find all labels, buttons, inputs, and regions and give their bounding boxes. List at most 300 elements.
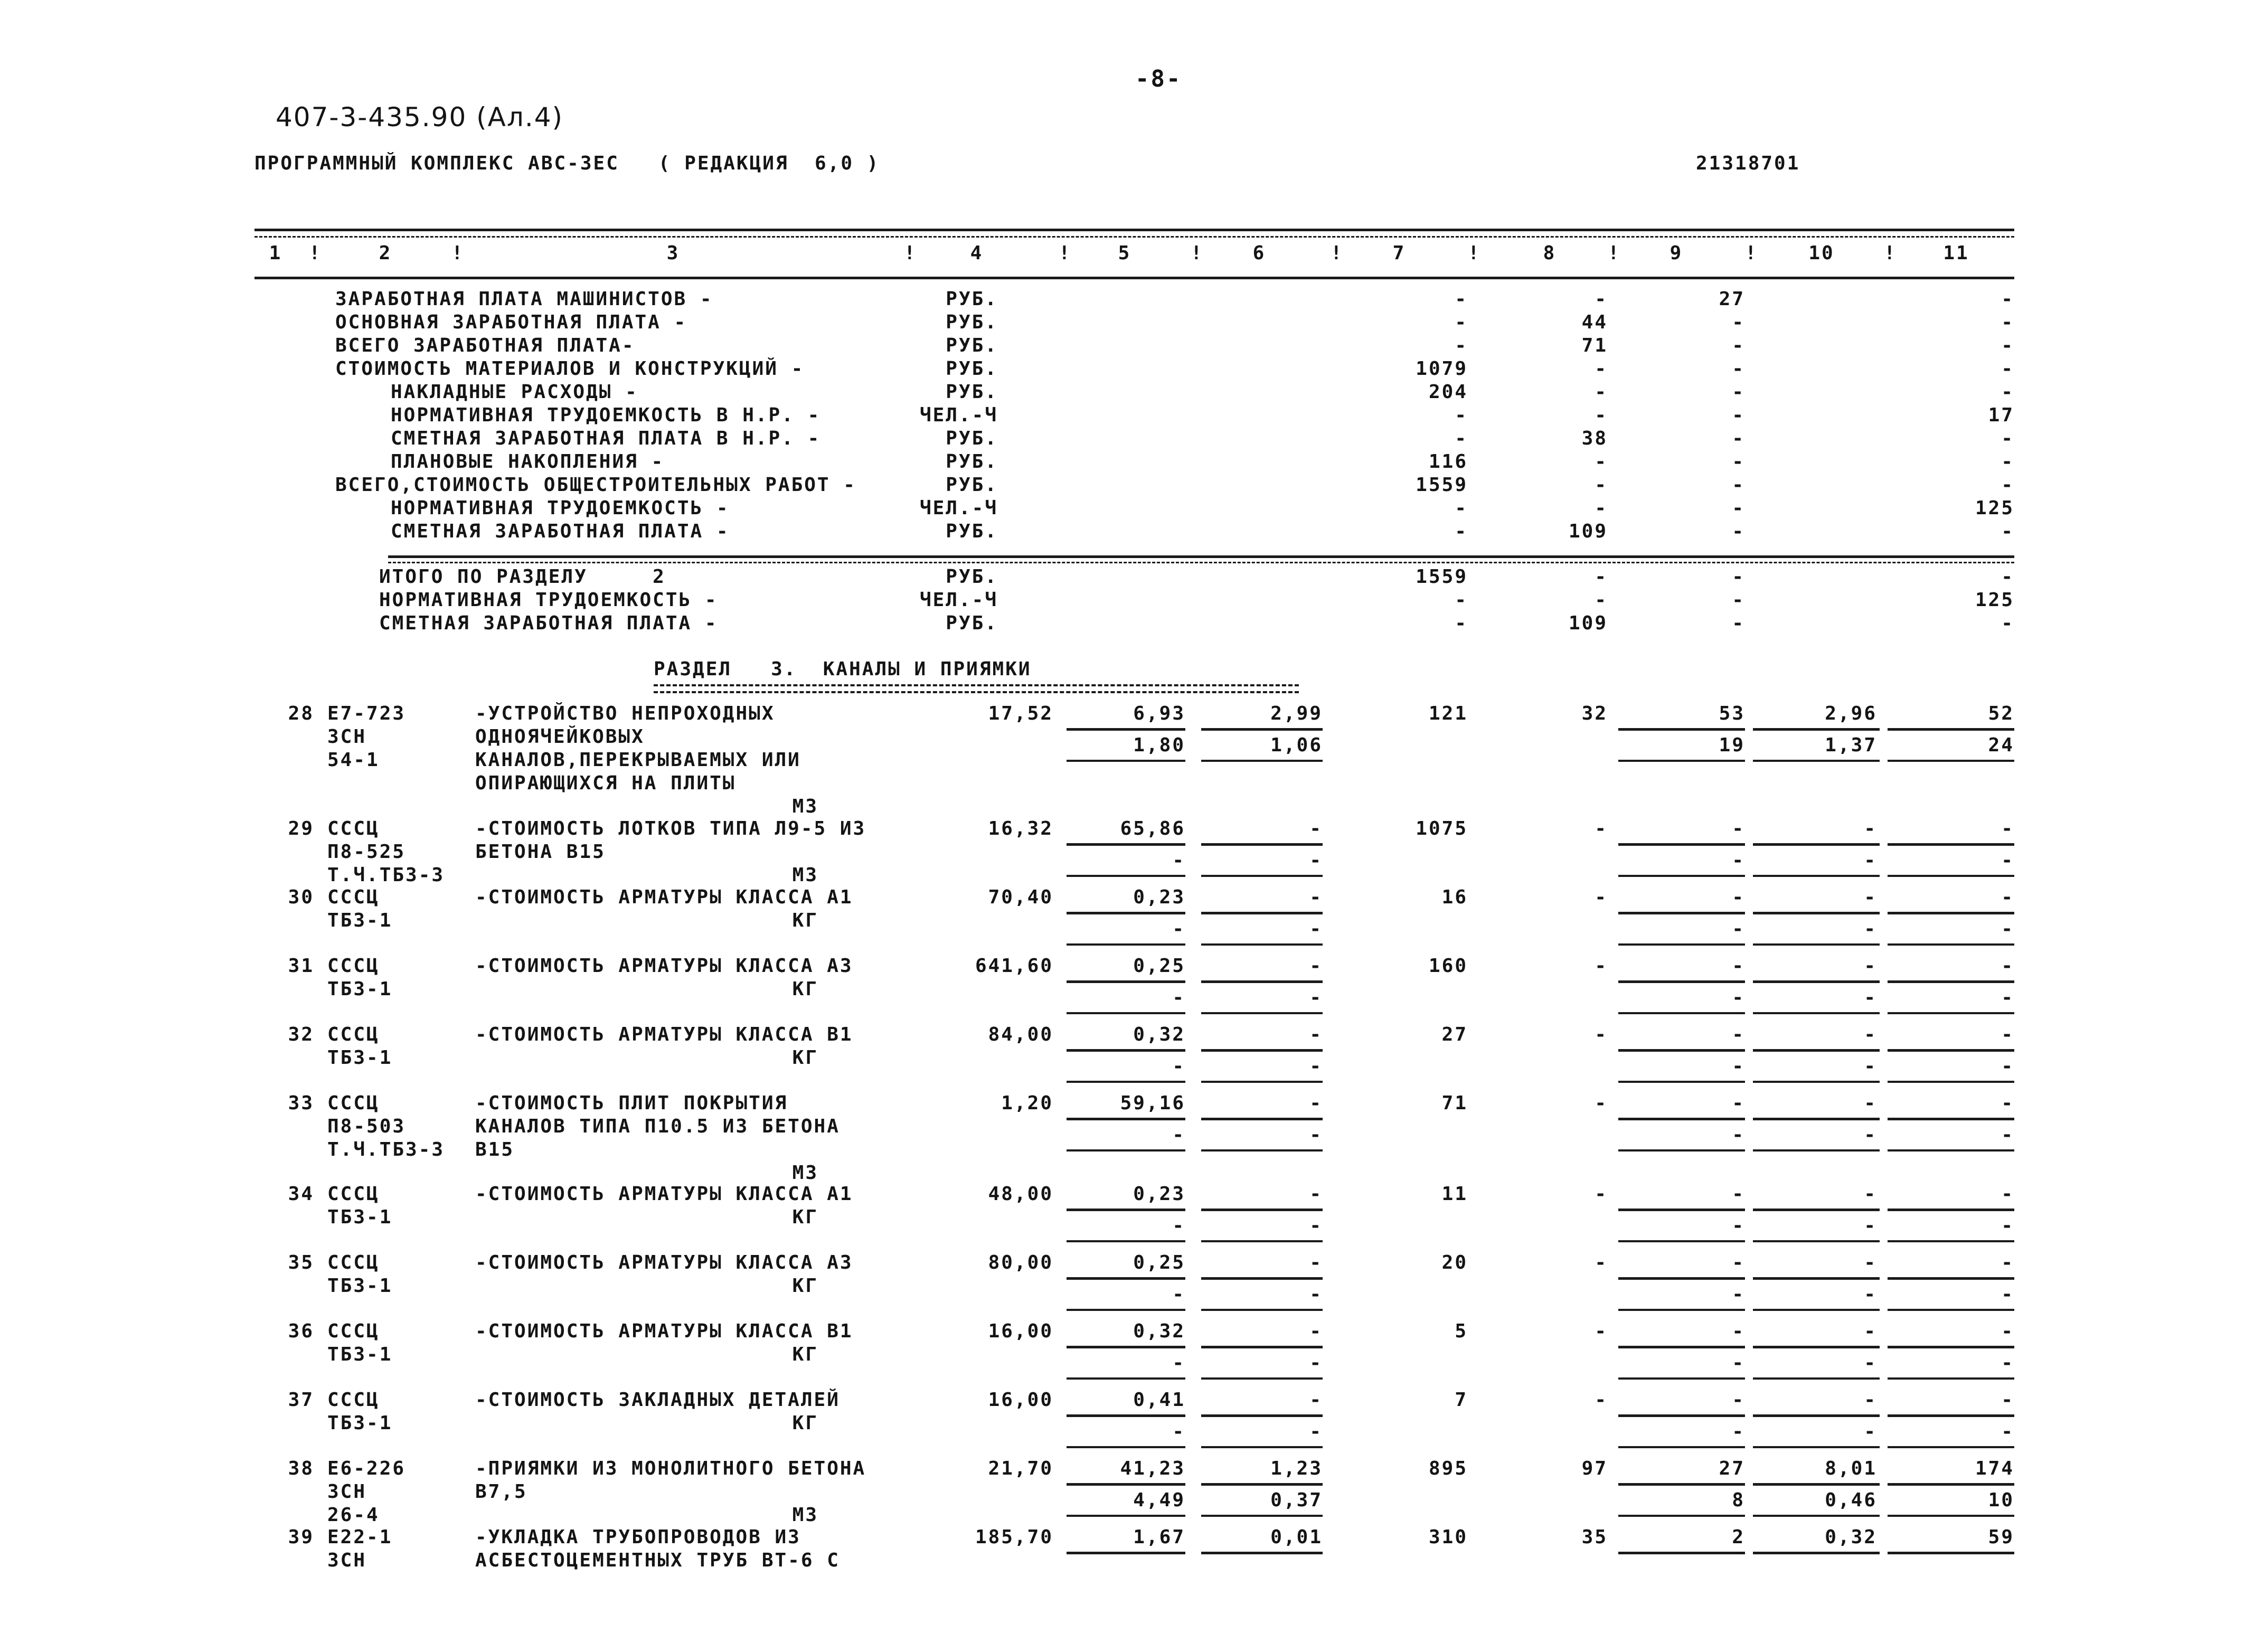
- fraction-rule-col5: [1067, 728, 1185, 731]
- item-code: СССЦ: [327, 1024, 380, 1045]
- fraction-rule-col6: [1201, 1552, 1323, 1554]
- item-description: КАНАЛОВ ТИПА П10.5 ИЗ БЕТОНА: [475, 1116, 840, 1137]
- item-description: В15: [475, 1139, 515, 1160]
- fraction-rule-col6: [1201, 1049, 1323, 1052]
- fraction-rule-col10-lower: [1753, 1081, 1880, 1083]
- summary-col11: 125: [1975, 497, 2014, 519]
- item-total-salary: -: [1595, 1252, 1608, 1273]
- fraction-rule-col11-lower: [1888, 1012, 2014, 1014]
- summary-col8: -: [1595, 497, 1608, 519]
- fraction-rule-col11: [1888, 1049, 2014, 1052]
- fraction-rule-col9: [1618, 980, 1745, 983]
- item-code: СССЦ: [327, 886, 380, 908]
- fraction-rule-col11: [1888, 1552, 2014, 1554]
- section-title-underline: [654, 684, 1299, 693]
- summary-unit: ЧЕЛ.-Ч: [919, 404, 998, 426]
- item-unit-cost-lower: -: [1172, 1283, 1185, 1305]
- column-header-11: 11: [1943, 242, 1969, 264]
- fraction-rule-col5: [1067, 980, 1185, 983]
- item-total-salary: -: [1595, 886, 1608, 908]
- fraction-rule-col10: [1753, 1552, 1880, 1554]
- fraction-rule-col5-lower: [1067, 1377, 1185, 1380]
- item-col10: -: [1864, 1320, 1877, 1342]
- item-number: 32: [288, 1024, 314, 1045]
- summary-label-base_salary: ОСНОВНАЯ ЗАРАБОТНАЯ ПЛАТА -: [335, 311, 687, 333]
- fraction-rule-col11: [1888, 728, 2014, 731]
- fraction-rule-col10-lower: [1753, 875, 1880, 877]
- summary-label-materials_cost: СТОИМОСТЬ МАТЕРИАЛОВ И КОНСТРУКЦИЙ -: [335, 358, 805, 380]
- fraction-rule-col10-lower: [1753, 1515, 1880, 1517]
- fraction-rule-col11: [1888, 1277, 2014, 1280]
- item-quantity: 16,00: [988, 1389, 1053, 1411]
- item-total-cost: 20: [1441, 1252, 1468, 1273]
- item-code: СССЦ: [327, 955, 380, 977]
- fraction-rule-col5-lower: [1067, 1149, 1185, 1151]
- item-number: 30: [288, 886, 314, 908]
- fraction-rule-col10: [1753, 912, 1880, 914]
- fraction-rule-col10-lower: [1753, 1377, 1880, 1380]
- summary-unit: РУБ.: [946, 381, 998, 403]
- fraction-rule-col5-lower: [1067, 1240, 1185, 1242]
- item-unit-cost-lower: -: [1172, 849, 1185, 871]
- item-code: 26-4: [327, 1504, 380, 1526]
- item-col11-lower: -: [2001, 918, 2014, 940]
- fraction-rule-col9-lower: [1618, 875, 1745, 877]
- item-col10-lower: -: [1864, 987, 1877, 1008]
- fraction-rule-col11: [1888, 1414, 2014, 1417]
- item-unit-salary: -: [1309, 1252, 1323, 1273]
- column-header-2: 2: [379, 242, 392, 264]
- fraction-rule-col6: [1201, 1414, 1323, 1417]
- fraction-rule-col9-lower: [1618, 943, 1745, 946]
- fraction-rule-col11-lower: [1888, 1309, 2014, 1311]
- item-col9-lower: -: [1732, 1215, 1745, 1236]
- section-total-label-norm_labor: НОРМАТИВНАЯ ТРУДОЕМКОСТЬ -: [379, 589, 718, 611]
- item-col10-lower: -: [1864, 1124, 1877, 1146]
- item-unit-cost-lower: 4,49: [1133, 1489, 1185, 1511]
- fraction-rule-col10: [1753, 980, 1880, 983]
- item-col11: -: [2001, 886, 2014, 908]
- item-unit-cost: 0,23: [1133, 1183, 1185, 1205]
- item-description: -УСТРОЙСТВО НЕПРОХОДНЫХ: [475, 703, 775, 724]
- column-separator: !: [1059, 242, 1072, 264]
- item-quantity: 70,40: [988, 886, 1053, 908]
- item-code: СССЦ: [327, 818, 380, 839]
- fraction-rule-col6: [1201, 1346, 1323, 1348]
- item-col11-lower: -: [2001, 1055, 2014, 1077]
- item-col10: 0,32: [1825, 1526, 1877, 1548]
- summary-col7: 1559: [1416, 474, 1468, 496]
- item-unit-salary: 2,99: [1270, 703, 1323, 724]
- summary-col8: 44: [1581, 311, 1608, 333]
- item-code: ТБЗ-1: [327, 1047, 393, 1069]
- fraction-rule-col11-lower: [1888, 1081, 2014, 1083]
- item-total-salary: -: [1595, 1092, 1608, 1114]
- fraction-rule-col5: [1067, 1483, 1185, 1486]
- fraction-rule-col11-lower: [1888, 1149, 2014, 1151]
- item-unit-salary: -: [1309, 1320, 1323, 1342]
- item-col10-lower: 1,37: [1825, 734, 1877, 756]
- item-col11: -: [2001, 1024, 2014, 1045]
- item-col10: -: [1864, 886, 1877, 908]
- item-total-cost: 16: [1441, 886, 1468, 908]
- fraction-rule-col10: [1753, 1118, 1880, 1120]
- fraction-rule-col5-lower: [1067, 1309, 1185, 1311]
- item-col9: -: [1732, 886, 1745, 908]
- summary-col7: -: [1455, 288, 1468, 310]
- item-unit-salary-lower: -: [1309, 987, 1323, 1008]
- fraction-rule-col9-lower: [1618, 1081, 1745, 1083]
- summary-divider: [388, 555, 2014, 558]
- item-code: ЗСН: [327, 726, 367, 748]
- item-quantity: 1,20: [1001, 1092, 1053, 1114]
- fraction-rule-col5-lower: [1067, 1081, 1185, 1083]
- column-separator: !: [1331, 242, 1344, 264]
- fraction-rule-col9: [1618, 912, 1745, 914]
- item-col11: -: [2001, 1252, 2014, 1273]
- item-col9-lower: -: [1732, 918, 1745, 940]
- item-description: -СТОИМОСТЬ АРМАТУРЫ КЛАССА В1: [475, 1024, 853, 1045]
- item-code: ТБЗ-1: [327, 1412, 393, 1434]
- item-col11: -: [2001, 1389, 2014, 1411]
- item-total-salary: 32: [1581, 703, 1608, 724]
- item-unit-salary-lower: 0,37: [1270, 1489, 1323, 1511]
- item-col9-lower: -: [1732, 987, 1745, 1008]
- item-unit-salary: -: [1309, 955, 1323, 977]
- fraction-rule-col11: [1888, 843, 2014, 846]
- fraction-rule-col5: [1067, 843, 1185, 846]
- fraction-rule-col9: [1618, 1277, 1745, 1280]
- item-col10-lower: -: [1864, 1352, 1877, 1374]
- item-total-salary: 97: [1581, 1458, 1608, 1479]
- item-col10-lower: -: [1864, 918, 1877, 940]
- item-unit-cost-lower: -: [1172, 918, 1185, 940]
- fraction-rule-col10-lower: [1753, 1240, 1880, 1242]
- item-col9-lower: 8: [1732, 1489, 1745, 1511]
- item-total-cost: 11: [1441, 1183, 1468, 1205]
- summary-col11: -: [2001, 451, 2014, 473]
- item-unit-salary: -: [1309, 818, 1323, 839]
- item-unit-salary: -: [1309, 1024, 1323, 1045]
- item-col11: 174: [1975, 1458, 2014, 1479]
- item-unit: М3: [792, 796, 818, 817]
- item-col11-lower: -: [2001, 1215, 2014, 1236]
- fraction-rule-col6-lower: [1201, 1377, 1323, 1380]
- item-unit-cost-lower: -: [1172, 1352, 1185, 1374]
- item-unit-cost-lower: -: [1172, 1124, 1185, 1146]
- item-code: СССЦ: [327, 1092, 380, 1114]
- summary-label-est_salary: СМЕТНАЯ ЗАРАБОТНАЯ ПЛАТА -: [391, 521, 730, 542]
- item-quantity: 21,70: [988, 1458, 1053, 1479]
- summary-unit: РУБ.: [946, 288, 998, 310]
- summary-unit: РУБ.: [946, 358, 998, 380]
- summary-unit: РУБ.: [946, 428, 998, 449]
- item-number: 39: [288, 1526, 314, 1548]
- fraction-rule-col11-lower: [1888, 875, 2014, 877]
- table-top-rule: [254, 229, 2014, 231]
- item-description: ОПИРАЮЩИХСЯ НА ПЛИТЫ: [475, 772, 736, 794]
- summary-unit: РУБ.: [946, 335, 998, 356]
- item-unit-salary-lower: -: [1309, 849, 1323, 871]
- column-header-8: 8: [1543, 242, 1557, 264]
- summary-col8: -: [1595, 381, 1608, 403]
- item-number: 34: [288, 1183, 314, 1205]
- item-total-cost: 71: [1441, 1092, 1468, 1114]
- fraction-rule-col6-lower: [1201, 760, 1323, 762]
- item-number: 36: [288, 1320, 314, 1342]
- item-code: ТБЗ-1: [327, 1344, 393, 1365]
- fraction-rule-col6-lower: [1201, 875, 1323, 877]
- item-unit-salary-lower: -: [1309, 1352, 1323, 1374]
- item-col11: 52: [1988, 703, 2014, 724]
- summary-col9: -: [1732, 474, 1745, 496]
- item-col11-lower: -: [2001, 987, 2014, 1008]
- summary-col9: -: [1732, 404, 1745, 426]
- item-description: -СТОИМОСТЬ АРМАТУРЫ КЛАССА А3: [475, 955, 853, 977]
- column-separator: !: [1608, 242, 1621, 264]
- item-code: СССЦ: [327, 1389, 380, 1411]
- fraction-rule-col5-lower: [1067, 875, 1185, 877]
- column-separator: !: [1884, 242, 1897, 264]
- item-quantity: 84,00: [988, 1024, 1053, 1045]
- fraction-rule-col5-lower: [1067, 943, 1185, 946]
- fraction-rule-col9: [1618, 1552, 1745, 1554]
- item-total-cost: 7: [1455, 1389, 1468, 1411]
- item-description: -СТОИМОСТЬ ЛОТКОВ ТИПА Л9-5 ИЗ: [475, 818, 866, 839]
- item-unit-salary: 0,01: [1270, 1526, 1323, 1548]
- item-total-cost: 5: [1455, 1320, 1468, 1342]
- item-unit-cost: 6,93: [1133, 703, 1185, 724]
- item-unit-cost-lower: -: [1172, 1421, 1185, 1442]
- item-unit-cost-lower: -: [1172, 1215, 1185, 1236]
- section-total-col9: -: [1732, 612, 1745, 634]
- section-total-label-total: ИТОГО ПО РАЗДЕЛУ 2: [379, 566, 666, 588]
- item-col9: -: [1732, 818, 1745, 839]
- section-total-unit: ЧЕЛ.-Ч: [919, 589, 998, 611]
- column-header-10: 10: [1808, 242, 1835, 264]
- summary-col7: -: [1455, 521, 1468, 542]
- fraction-rule-col11: [1888, 980, 2014, 983]
- fraction-rule-col6: [1201, 1209, 1323, 1211]
- fraction-rule-col6: [1201, 843, 1323, 846]
- summary-col7: 116: [1428, 451, 1468, 473]
- page-number: -8-: [1135, 65, 1182, 92]
- fraction-rule-col11-lower: [1888, 943, 2014, 946]
- section-title: РАЗДЕЛ 3. КАНАЛЫ И ПРИЯМКИ: [654, 658, 1032, 680]
- fraction-rule-col9: [1618, 1118, 1745, 1120]
- item-col9: -: [1732, 1183, 1745, 1205]
- fraction-rule-col11-lower: [1888, 1515, 2014, 1517]
- item-number: 33: [288, 1092, 314, 1114]
- item-quantity: 16,32: [988, 818, 1053, 839]
- fraction-rule-col11: [1888, 1209, 2014, 1211]
- section-total-unit: РУБ.: [946, 612, 998, 634]
- column-header-1: 1: [269, 242, 282, 264]
- item-total-salary: 35: [1581, 1526, 1608, 1548]
- item-code: Е22-1: [327, 1526, 393, 1548]
- item-description: -СТОИМОСТЬ АРМАТУРЫ КЛАССА А1: [475, 886, 853, 908]
- item-col9-lower: -: [1732, 1352, 1745, 1374]
- item-col10: -: [1864, 1252, 1877, 1273]
- summary-label-total_salary: ВСЕГО ЗАРАБОТНАЯ ПЛАТА-: [335, 335, 635, 356]
- item-col11: -: [2001, 818, 2014, 839]
- item-description: -СТОИМОСТЬ ПЛИТ ПОКРЫТИЯ: [475, 1092, 788, 1114]
- item-unit: КГ: [792, 1275, 818, 1297]
- summary-col11: -: [2001, 428, 2014, 449]
- summary-unit: РУБ.: [946, 311, 998, 333]
- item-col10-lower: -: [1864, 1215, 1877, 1236]
- fraction-rule-col6-lower: [1201, 1515, 1323, 1517]
- item-col10: -: [1864, 1183, 1877, 1205]
- item-total-cost: 121: [1428, 703, 1468, 724]
- item-col11-lower: -: [2001, 1283, 2014, 1305]
- item-code: ТБЗ-1: [327, 1275, 393, 1297]
- fraction-rule-col10: [1753, 843, 1880, 846]
- item-unit-cost: 0,23: [1133, 886, 1185, 908]
- fraction-rule-col10-lower: [1753, 1446, 1880, 1448]
- summary-col7: -: [1455, 428, 1468, 449]
- item-code: СССЦ: [327, 1320, 380, 1342]
- section-total-col7: -: [1455, 589, 1468, 611]
- column-separator: !: [904, 242, 917, 264]
- fraction-rule-col5: [1067, 1118, 1185, 1120]
- item-description: В7,5: [475, 1481, 527, 1503]
- item-unit-cost-lower: 1,80: [1133, 734, 1185, 756]
- item-description: -СТОИМОСТЬ АРМАТУРЫ КЛАССА А1: [475, 1183, 853, 1205]
- item-unit-cost: 0,32: [1133, 1320, 1185, 1342]
- item-total-salary: -: [1595, 1183, 1608, 1205]
- item-number: 38: [288, 1458, 314, 1479]
- column-header-9: 9: [1669, 242, 1683, 264]
- fraction-rule-col11-lower: [1888, 760, 2014, 762]
- item-unit-salary: -: [1309, 1389, 1323, 1411]
- summary-col8: -: [1595, 474, 1608, 496]
- item-unit: М3: [792, 1504, 818, 1526]
- fraction-rule-col11: [1888, 1483, 2014, 1486]
- section-total-col11: 125: [1975, 589, 2014, 611]
- item-total-cost: 27: [1441, 1024, 1468, 1045]
- item-unit-cost-lower: -: [1172, 987, 1185, 1008]
- fraction-rule-col5: [1067, 1346, 1185, 1348]
- item-unit-cost: 41,23: [1120, 1458, 1185, 1479]
- item-col11: -: [2001, 1092, 2014, 1114]
- item-total-cost: 895: [1428, 1458, 1468, 1479]
- item-unit: М3: [792, 864, 818, 886]
- item-quantity: 80,00: [988, 1252, 1053, 1273]
- fraction-rule-col6: [1201, 1483, 1323, 1486]
- summary-col9: -: [1732, 381, 1745, 403]
- item-total-salary: -: [1595, 1024, 1608, 1045]
- item-unit-cost: 65,86: [1120, 818, 1185, 839]
- item-code: П8-503: [327, 1116, 406, 1137]
- summary-col11: -: [2001, 474, 2014, 496]
- item-col11-lower: -: [2001, 1124, 2014, 1146]
- summary-col9: -: [1732, 521, 1745, 542]
- summary-col9: -: [1732, 428, 1745, 449]
- summary-col9: -: [1732, 335, 1745, 356]
- column-header-3: 3: [666, 242, 680, 264]
- item-unit: КГ: [792, 1412, 818, 1434]
- item-unit: КГ: [792, 910, 818, 931]
- item-total-salary: -: [1595, 818, 1608, 839]
- item-number: 29: [288, 818, 314, 839]
- item-code: ЗСН: [327, 1550, 367, 1571]
- item-col11-lower: -: [2001, 849, 2014, 871]
- item-unit-salary: 1,23: [1270, 1458, 1323, 1479]
- item-col10-lower: -: [1864, 1283, 1877, 1305]
- item-col9-lower: -: [1732, 1283, 1745, 1305]
- item-col10: -: [1864, 955, 1877, 977]
- summary-label-est_salary_hp: СМЕТНАЯ ЗАРАБОТНАЯ ПЛАТА В Н.Р. -: [391, 428, 821, 449]
- item-unit-cost-lower: -: [1172, 1055, 1185, 1077]
- fraction-rule-col6: [1201, 980, 1323, 983]
- summary-label-norm_labor_hp: НОРМАТИВНАЯ ТРУДОЕМКОСТЬ В Н.Р. -: [391, 404, 821, 426]
- column-separator: !: [451, 242, 465, 264]
- fraction-rule-col9: [1618, 1346, 1745, 1348]
- item-unit: М3: [792, 1162, 818, 1184]
- item-unit-salary-lower: -: [1309, 1055, 1323, 1077]
- item-col10-lower: -: [1864, 849, 1877, 871]
- item-quantity: 17,52: [988, 703, 1053, 724]
- summary-col9: -: [1732, 451, 1745, 473]
- summary-col11: -: [2001, 521, 2014, 542]
- item-total-salary: -: [1595, 1389, 1608, 1411]
- item-number: 37: [288, 1389, 314, 1411]
- program-title: ПРОГРАММНЫЙ КОМПЛЕКС АВС-3ЕС ( РЕДАКЦИЯ 6,0 ): [254, 153, 880, 174]
- item-col10: 2,96: [1825, 703, 1877, 724]
- summary-col11: -: [2001, 335, 2014, 356]
- item-col10: 8,01: [1825, 1458, 1877, 1479]
- item-col10-lower: -: [1864, 1055, 1877, 1077]
- item-description: -СТОИМОСТЬ АРМАТУРЫ КЛАССА В1: [475, 1320, 853, 1342]
- item-col11: -: [2001, 955, 2014, 977]
- fraction-rule-col6-lower: [1201, 1012, 1323, 1014]
- item-unit-cost: 1,67: [1133, 1526, 1185, 1548]
- fraction-rule-col5: [1067, 1209, 1185, 1211]
- item-unit-salary: -: [1309, 1092, 1323, 1114]
- fraction-rule-col6-lower: [1201, 1240, 1323, 1242]
- summary-col11: -: [2001, 358, 2014, 380]
- fraction-rule-col10: [1753, 1277, 1880, 1280]
- fraction-rule-col11-lower: [1888, 1240, 2014, 1242]
- summary-unit: ЧЕЛ.-Ч: [919, 497, 998, 519]
- fraction-rule-col5-lower: [1067, 1515, 1185, 1517]
- section-total-col8: -: [1595, 589, 1608, 611]
- item-unit-salary-lower: -: [1309, 1421, 1323, 1442]
- item-code: ТБЗ-1: [327, 978, 393, 1000]
- item-col10: -: [1864, 1024, 1877, 1045]
- item-unit: КГ: [792, 1344, 818, 1365]
- item-total-cost: 1075: [1416, 818, 1468, 839]
- fraction-rule-col9-lower: [1618, 1446, 1745, 1448]
- fraction-rule-col5-lower: [1067, 760, 1185, 762]
- fraction-rule-col10-lower: [1753, 1012, 1880, 1014]
- fraction-rule-col5: [1067, 1552, 1185, 1554]
- item-col9-lower: -: [1732, 1055, 1745, 1077]
- fraction-rule-col6-lower: [1201, 1149, 1323, 1151]
- item-col9-lower: -: [1732, 1421, 1745, 1442]
- document-number: 21318701: [1696, 153, 1800, 174]
- section-total-col8: 109: [1568, 612, 1608, 634]
- column-separator: !: [1745, 242, 1758, 264]
- summary-col11: -: [2001, 311, 2014, 333]
- fraction-rule-col11: [1888, 1346, 2014, 1348]
- item-col11: -: [2001, 1183, 2014, 1205]
- summary-col7: -: [1455, 335, 1468, 356]
- item-col10: -: [1864, 1092, 1877, 1114]
- item-unit-salary-lower: -: [1309, 1124, 1323, 1146]
- summary-label-salary_machinists: ЗАРАБОТНАЯ ПЛАТА МАШИНИСТОВ -: [335, 288, 713, 310]
